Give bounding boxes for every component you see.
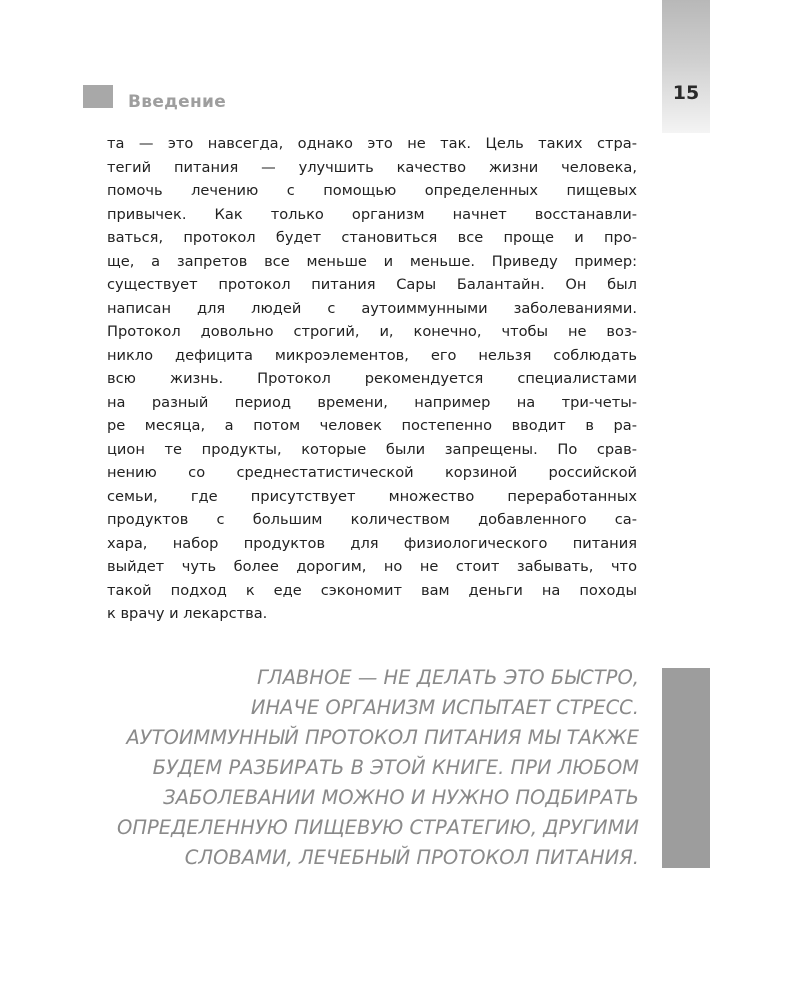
body-line: к врачу и лекарства. bbox=[107, 605, 268, 622]
body-line: цион те продукты, которые были запрещены. По срав- bbox=[107, 440, 637, 458]
body-line: хара, набор продуктов для физиологического питания bbox=[107, 534, 637, 552]
body-line: ре месяца, а потом человек постепенно вводит в ра- bbox=[107, 417, 637, 434]
quote-line: ИНАЧЕ ОРГАНИЗМ ИСПЫТАЕТ СТРЕСС. bbox=[250, 696, 639, 719]
body-line: нению со среднестатистической корзиной российской bbox=[107, 464, 637, 481]
body-line: выйдет чуть более дорогим, но не стоит забывать, что bbox=[107, 558, 637, 575]
body-line: тегий питания — улучшить качество жизни человека, bbox=[107, 158, 637, 176]
body-line: Протокол довольно строгий, и, конечно, чтобы не воз- bbox=[107, 323, 637, 340]
body-line: помочь лечению с помощью определенных пищевых bbox=[107, 182, 637, 199]
quote-line: ОПРЕДЕЛЕННУЮ ПИЩЕВУЮ СТРАТЕГИЮ, ДРУГИМИ bbox=[117, 816, 639, 839]
body-line: никло дефицита микроэлементов, его нельзя соблюдать bbox=[107, 346, 637, 364]
quote-line: БУДЕМ РАЗБИРАТЬ В ЭТОЙ КНИГЕ. ПРИ ЛЮБОМ bbox=[152, 756, 639, 779]
body-line: на разный период времени, например на три-четы- bbox=[107, 393, 637, 411]
body-line: продуктов с большим количеством добавленного са- bbox=[107, 511, 637, 528]
section-marker bbox=[83, 85, 113, 108]
body-line: ще, а запретов все меньше и меньше. Приведу пример: bbox=[107, 252, 637, 270]
quote-line: ГЛАВНОЕ — НЕ ДЕЛАТЬ ЭТО БЫСТРО, bbox=[257, 666, 639, 689]
body-line: привычек. Как только организм начнет восстанавли- bbox=[107, 205, 637, 223]
page-number: 15 bbox=[672, 82, 700, 104]
page-tab-top bbox=[662, 0, 710, 133]
quote-line: СЛОВАМИ, ЛЕЧЕБНЫЙ ПРОТОКОЛ ПИТАНИЯ. bbox=[184, 846, 639, 869]
body-line: семьи, где присутствует множество переработанных bbox=[107, 487, 637, 505]
body-line: такой подход к еде сэкономит вам деньги на походы bbox=[107, 581, 637, 599]
body-text bbox=[107, 132, 637, 626]
section-title: Введение bbox=[128, 92, 227, 112]
body-line: ваться, протокол будет становиться все проще и про- bbox=[107, 229, 637, 246]
body-line: существует протокол питания Сары Балантайн. Он был bbox=[107, 276, 637, 293]
body-line: всю жизнь. Протокол рекомендуется специалистами bbox=[107, 370, 637, 387]
body-line: та — это навсегда, однако это не так. Цель таких стра- bbox=[107, 135, 637, 152]
page-tab-bottom bbox=[662, 668, 710, 868]
body-line: написан для людей с аутоиммунными заболеваниями. bbox=[107, 299, 637, 317]
pull-quote bbox=[95, 663, 639, 873]
quote-line: АУТОИММУННЫЙ ПРОТОКОЛ ПИТАНИЯ МЫ ТАКЖЕ bbox=[126, 726, 639, 749]
quote-line: ЗАБОЛЕВАНИИ МОЖНО И НУЖНО ПОДБИРАТЬ bbox=[163, 786, 639, 809]
